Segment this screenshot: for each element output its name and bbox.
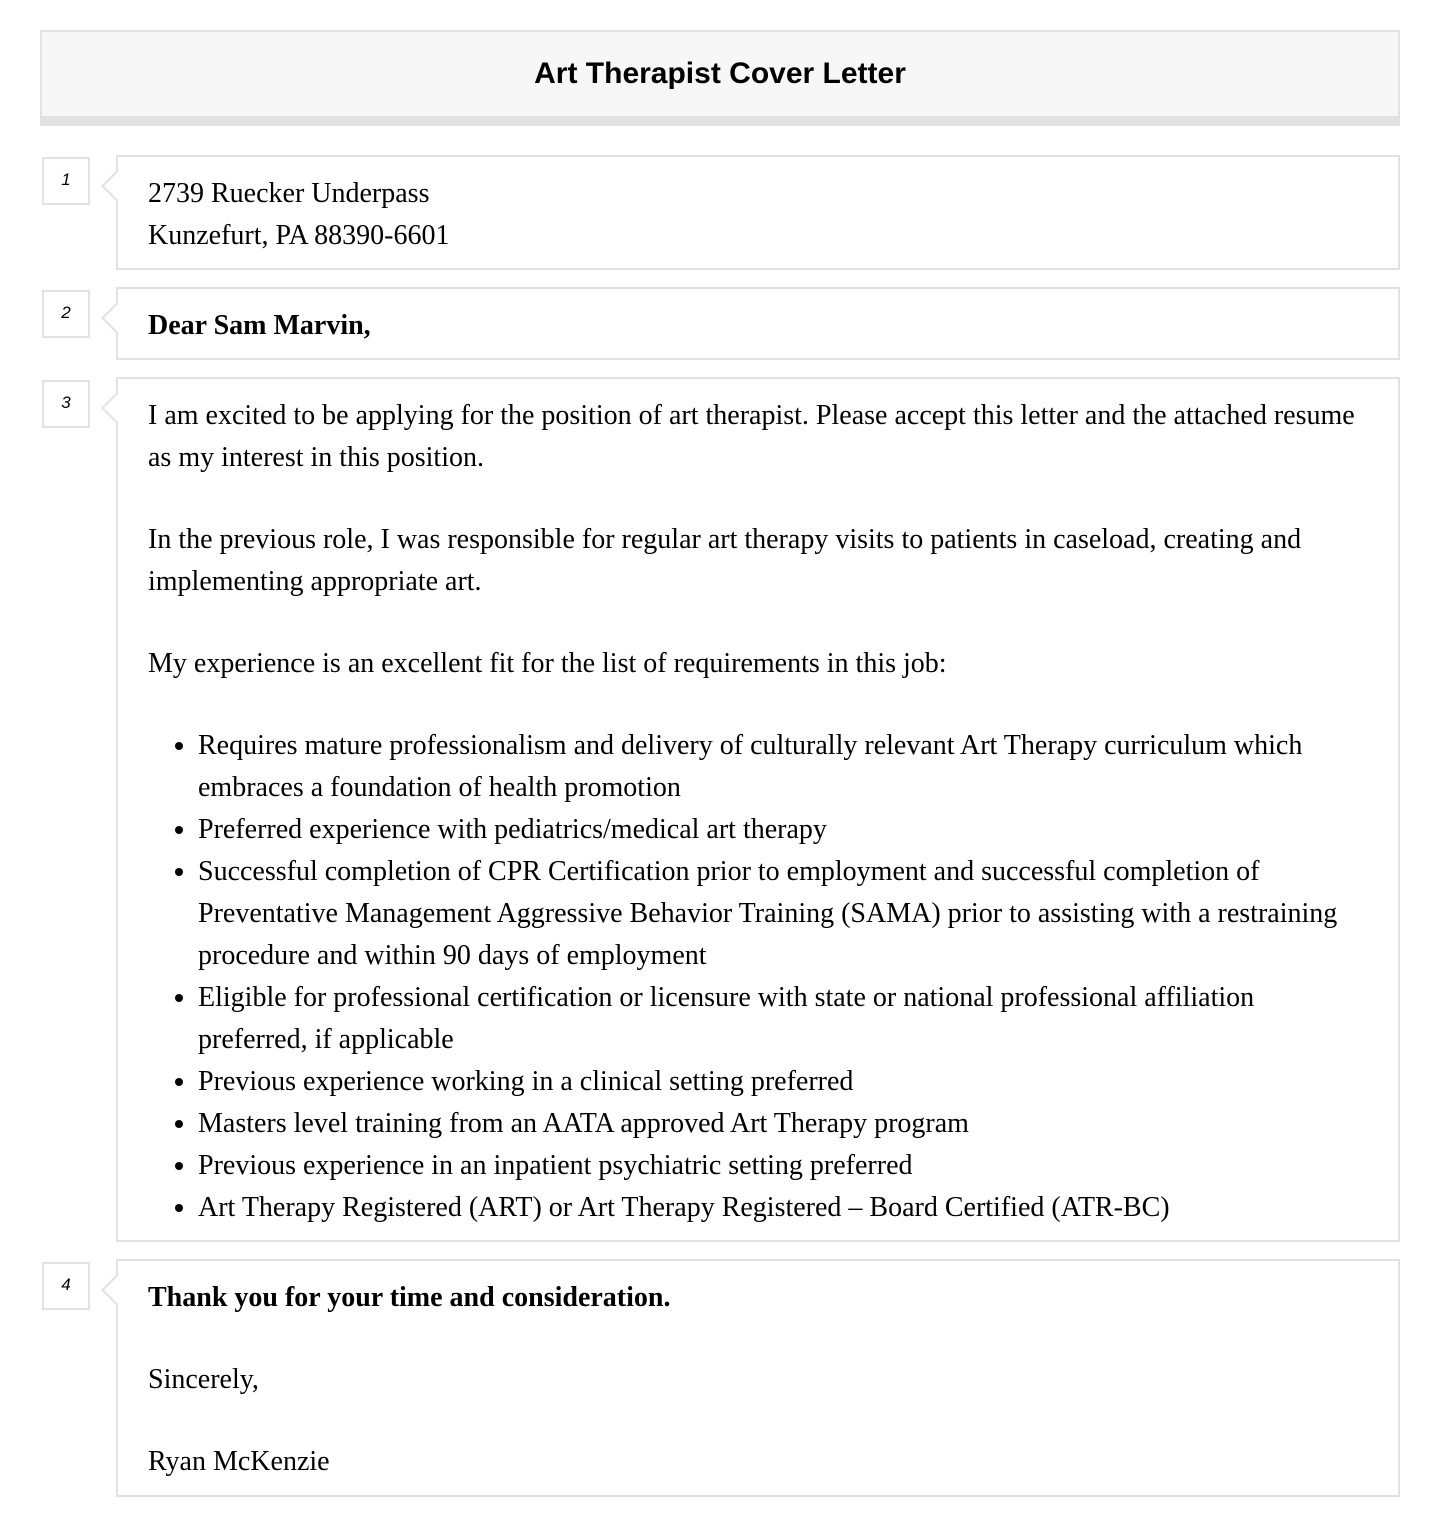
list-item: • Art Therapy Registered (ART) or Art Therapy Registered – Board Certified (ATR-BC) xyxy=(198,1187,1358,1229)
salutation-section xyxy=(116,287,1400,360)
page-title: Art Therapist Cover Letter xyxy=(534,57,906,90)
closing-line: Sincerely, xyxy=(148,1364,259,1395)
body-section xyxy=(116,377,1400,1242)
signature-name: Ryan McKenzie xyxy=(148,1446,330,1477)
intro-paragraph: I am excited to be applying for the position of art therapist. Please accept this letter and the attached resume as my interest in this position. xyxy=(148,400,1355,473)
section-number-1: 1 xyxy=(42,157,90,205)
closing-section xyxy=(116,1259,1400,1497)
section-number-3: 3 xyxy=(42,380,90,428)
address-line-2: Kunzefurt, PA 88390-6601 xyxy=(148,220,450,251)
list-item: • Requires mature professionalism and delivery of culturally relevant Art Therapy curriculum which embraces a foundation of health promotion xyxy=(198,725,1358,809)
requirements-intro: My experience is an excellent fit for the list of requirements in this job: xyxy=(148,648,947,679)
list-item: • Preferred experience with pediatrics/medical art therapy xyxy=(198,809,1358,851)
list-item: • Previous experience in an inpatient psychiatric setting preferred xyxy=(198,1145,1358,1187)
page-header xyxy=(40,30,1400,126)
list-item: • Previous experience working in a clinical setting preferred xyxy=(198,1061,1358,1103)
experience-paragraph: In the previous role, I was responsible for regular art therapy visits to patients in caseload, creating and implementing appropriate art. xyxy=(148,524,1302,597)
address-section xyxy=(116,155,1400,270)
section-number-2: 2 xyxy=(42,290,90,338)
section-number-4: 4 xyxy=(42,1262,90,1310)
list-item: • Successful completion of CPR Certification prior to employment and successful completion of Preventative Management Aggressive Behavior Training (SAMA) prior to assisting with a restraining procedure and within 90 days of employment xyxy=(198,851,1358,977)
thanks-line: Thank you for your time and consideration. xyxy=(148,1282,671,1313)
address-line-1: 2739 Ruecker Underpass xyxy=(148,178,430,209)
list-item: • Eligible for professional certification or licensure with state or national professional affiliation preferred, if applicable xyxy=(198,977,1358,1061)
requirements-list xyxy=(148,725,1358,1229)
salutation: Dear Sam Marvin, xyxy=(148,310,371,341)
list-item: • Masters level training from an AATA approved Art Therapy program xyxy=(198,1103,1358,1145)
